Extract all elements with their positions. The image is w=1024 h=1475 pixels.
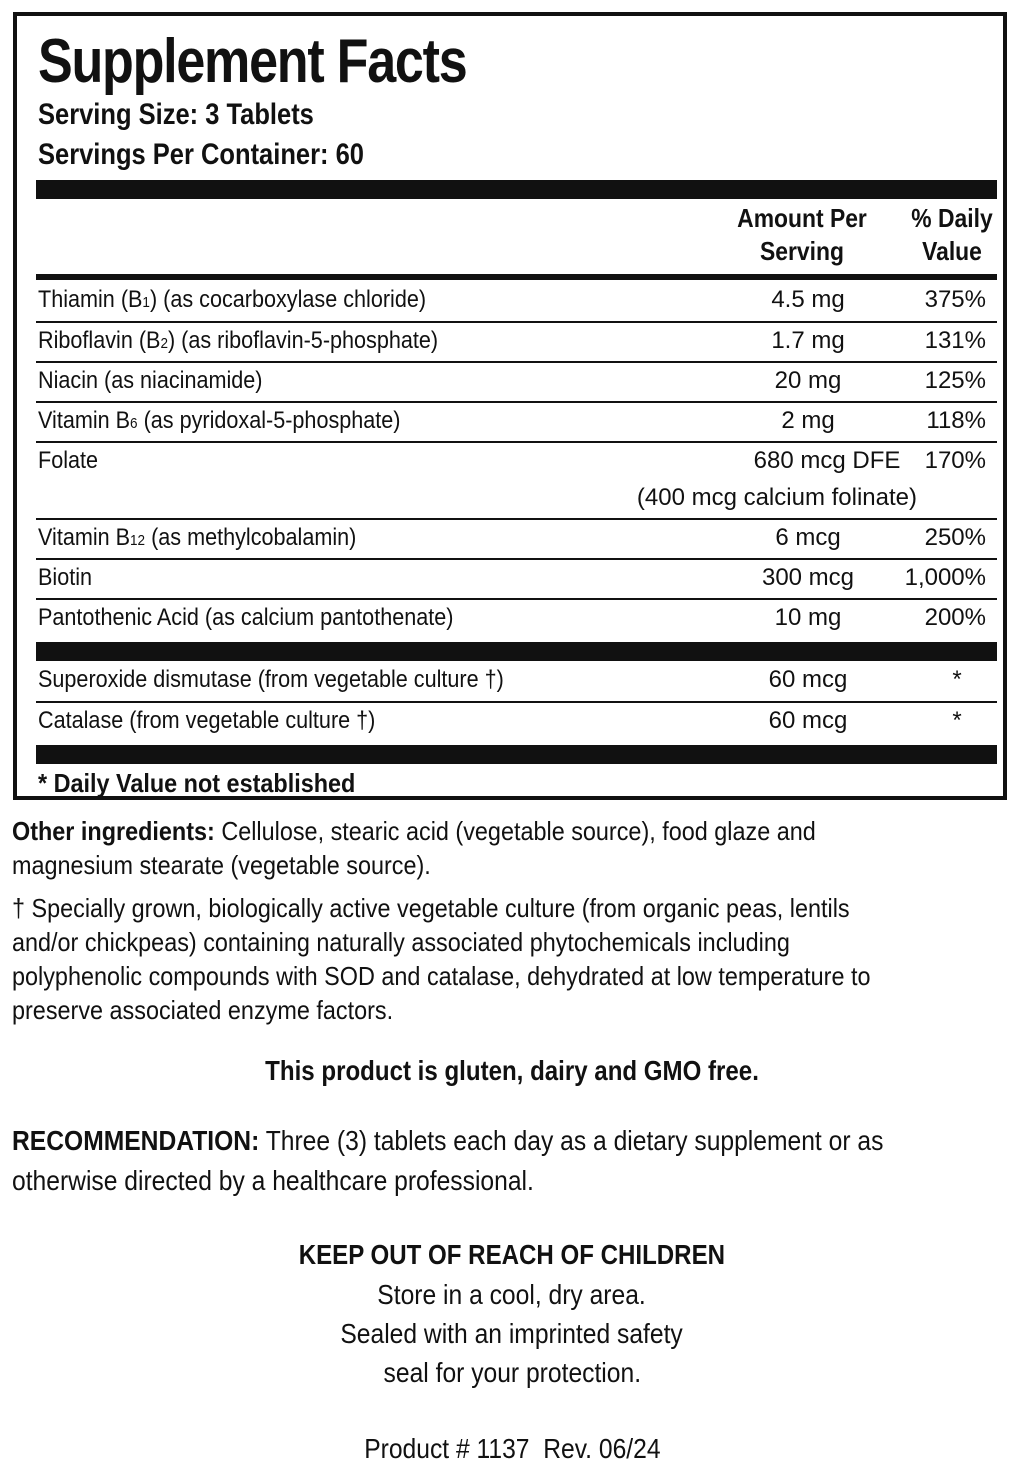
nutrient-daily-value: 1,000% [904,564,986,591]
row-divider [36,441,997,443]
warning-heading: KEEP OUT OF REACH OF CHILDREN [298,1239,726,1270]
thick-divider-middle [36,642,997,661]
ingredient-daily-value: * [952,666,962,693]
nutrient-daily-value: 125% [924,367,986,394]
serving-size: Serving Size: 3 Tablets [38,98,314,131]
column-header-daily-value: % Daily Value [911,203,993,266]
row-divider [36,558,997,560]
nutrient-amount-note: (400 mcg calcium folinate) [636,484,917,511]
ingredient-name: Superoxide dismutase (from vegetable culture †) [38,666,504,693]
ingredient-daily-value: * [952,707,962,734]
panel-title: Supplement Facts [38,27,467,96]
nutrient-name: Niacin (as niacinamide) [38,367,263,394]
row-divider [36,361,997,363]
ingredient-amount: 60 mcg [768,666,848,693]
nutrient-name: Thiamin (B1) (as cocarboxylase chloride) [38,286,427,313]
allergen-free-statement: This product is gluten, dairy and GMO free. [265,1055,759,1086]
nutrient-daily-value: 200% [924,604,986,631]
nutrient-daily-value: 131% [924,327,986,354]
culture-dagger-note: † Specially grown, biologically active vegetable culture (from organic peas, lentils and/or chickpeas) containing naturally associated phytochemicals including polyphenolic compounds with SOD and catalase, dehydrated at low temperature to preserve associated enzyme factors. [12,893,871,1025]
nutrient-name: Pantothenic Acid (as calcium pantothenate) [38,604,454,631]
nutrient-daily-value: 118% [926,407,986,434]
nutrient-daily-value: 375% [924,286,986,313]
medium-divider [36,274,997,280]
nutrient-name: Vitamin B12 (as methylcobalamin) [38,524,357,551]
warning-line: Store in a cool, dry area. [377,1279,647,1310]
nutrient-amount: 2 mg [781,407,835,434]
warning-line: seal for your protection. [383,1357,641,1388]
ingredient-name: Catalase (from vegetable culture †) [38,707,376,734]
row-divider [36,518,997,520]
ingredient-amount: 60 mcg [768,707,848,734]
nutrient-name: Biotin [38,564,93,591]
row-divider [36,598,997,600]
nutrient-amount: 20 mg [774,367,842,394]
supplement-facts-panel [13,12,1007,800]
nutrient-amount: 4.5 mg [771,286,845,313]
thick-divider-top [36,180,997,199]
row-divider [36,321,997,323]
product-code: Product # 1137 Rev. 06/24 [363,1433,661,1464]
nutrient-amount: 10 mg [774,604,842,631]
nutrient-amount: 6 mcg [775,524,841,551]
nutrient-amount: 1.7 mg [771,327,845,354]
nutrient-name: Riboflavin (B2) (as riboflavin-5-phosphate) [38,327,439,354]
nutrient-daily-value: 250% [924,524,986,551]
row-divider [36,701,997,703]
column-header-amount: Amount Per Serving [737,203,867,266]
thick-divider-bottom [36,745,997,764]
recommendation: RECOMMENDATION: Three (3) tablets each day as a dietary supplement or as otherwise directed by a healthcare professional. [12,1125,884,1196]
warning-line: Sealed with an imprinted safety [340,1318,684,1349]
nutrient-name: Vitamin B6 (as pyridoxal-5-phosphate) [38,407,401,434]
nutrient-amount: 300 mcg [761,564,855,591]
servings-per-container: Servings Per Container: 60 [38,138,364,171]
daily-value-footnote: * Daily Value not established [38,768,356,798]
nutrient-daily-value: 170% [924,447,986,474]
nutrient-name: Folate [38,447,99,474]
row-divider [36,401,997,403]
nutrient-amount: 680 mcg DFE [753,447,901,474]
other-ingredients: Other ingredients: Cellulose, stearic acid (vegetable source), food glaze and magnesium stearate (vegetable source). [12,816,816,880]
